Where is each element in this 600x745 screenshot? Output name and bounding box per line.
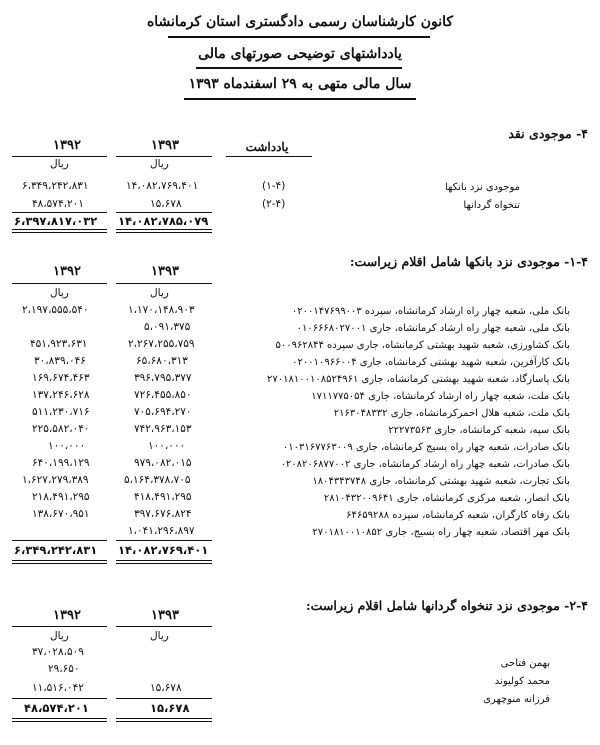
bank-row-1393: ۷۲۶،۴۵۵،۸۵۰ [134,389,192,401]
bank-row-label: بانک انصار، شعبه مرکزی کرمانشاه، جاری ۲۸۱۰۴۳۲۰۰۹۶۴۱ [323,493,570,504]
col-1392-header: ۱۳۹۲ [53,138,81,153]
custodian-name: فرزانه منوچهری [483,694,550,705]
row-value-1392: ۴۸،۵۷۴،۲۰۱ [32,198,84,210]
row-label: موجودی نزد بانکها [444,182,520,193]
custodian-name: محمد کولیوند [494,676,550,687]
rule [116,560,212,561]
bank-row-1392: ۲۱۸،۴۹۱،۲۹۵ [32,491,90,503]
total-1392: ۴۸،۵۷۴،۲۰۱ [24,701,89,715]
row-note: (۲-۴) [262,198,286,210]
col-1393-header: ۱۳۹۳ [151,138,179,153]
rule [12,232,107,233]
bank-row-1392: ۱۳۷،۲۴۶،۶۲۸ [32,389,90,401]
rule [116,232,212,233]
bank-row-label: بانک سپه، شعبه کرمانشاه، جاری ۲۲۲۷۳۵۶۳ [388,425,570,436]
rule [12,540,107,541]
unit-label: ریال [50,630,69,642]
title-underline [168,36,430,38]
rule [12,283,107,284]
col-note-header: یادداشت [245,140,289,154]
total-1393: ۱۵،۶۷۸ [150,701,190,715]
rule [116,156,212,157]
custodian-1392: ۱۱،۵۱۶،۰۴۲ [32,682,84,694]
row-value-1393: ۱۵،۶۷۸ [150,198,182,210]
bank-row-1393: ۱،۰۴۱،۲۹۶،۸۹۷ [128,525,195,537]
bank-row-1392: ۲۲۵،۵۸۲،۰۴۰ [32,423,90,435]
rule [12,718,107,719]
unit-label: ریال [50,287,69,299]
doc-subtitle: یادداشتهای توضیحی صورتهای مالی [198,46,402,62]
rule [12,563,107,564]
bank-row-1392: ۶۴۰،۱۹۹،۱۲۹ [32,457,90,469]
bank-row-1393: ۵،۱۶۴،۳۷۸،۷۰۵ [124,474,191,486]
unit-label: ریال [150,630,169,642]
bank-row-1393: ۳۹۷،۶۷۶،۸۲۴ [134,508,192,520]
subtitle-underline [196,67,402,69]
col-1393-header: ۱۳۹۳ [151,608,179,623]
bank-row-label: بانک کارآفرین، شعبه شهید بهشتی کرمانشاه، جاری ۰۲۰۰۱۰۹۶۶۰۰۴ [292,357,570,368]
rule [12,560,107,561]
bank-row-1393: ۱،۱۷۰،۱۴۸،۹۰۳ [128,304,195,316]
bank-row-label: بانک ملی، شعبه چهار راه ارشاد کرمانشاه، سپرده ۰۲۰۰۱۴۷۶۹۹۰۰۳ [291,306,570,317]
bank-row-1393: ۶۵،۶۸۰،۳۱۳ [136,355,188,367]
bank-row-1393: ۳۹۶،۷۹۵،۳۷۷ [134,372,192,384]
custodian-1392: ۳۷،۰۲۸،۵۰۹ [32,646,84,658]
rule [12,212,107,213]
rule [116,563,212,564]
row-label: تنخواه گردانها [463,200,520,211]
rule [116,283,212,284]
doc-title: کانون کارشناسان رسمی دادگستری استان کرمانشاه [146,14,454,30]
bank-row-1393: ۲،۲۶۷،۲۵۵،۷۵۹ [128,338,195,350]
custodian-1393: ۱۵،۶۷۸ [150,682,182,694]
rule [12,721,107,722]
section-4-2-title: ۲-۴- موجودی نزد تنخواه گردانها شامل اقلام زیراست: [306,598,588,613]
row-value-1392: ۶،۳۴۹،۲۴۲،۸۳۱ [22,180,89,192]
bank-row-1393: ۹۷۹،۰۸۲،۰۱۵ [134,457,192,469]
bank-row-label: بانک تجارت، شعبه شهید بهشتی کرمانشاه، جاری ۱۸۰۴۳۴۳۷۴۸ [312,476,570,487]
rule [116,626,212,627]
bank-row-1392: ۳۰،۸۳۹،۰۴۶ [34,355,86,367]
bank-row-1392: ۲،۱۹۷،۵۵۵،۵۴۰ [22,304,89,316]
bank-row-label: بانک ملت، شعبه چهار راه ارشاد کرمانشاه، جاری ۱۷۱۱۷۷۵۰۵۴ [311,391,570,402]
custodian-1392: ۲۹،۶۵۰ [48,663,80,675]
bank-row-label: بانک پاسارگاد، شعبه شهید بهشتی کرمانشاه، جاری ۲۷۰۱۸۱۰۰۱۰۸۵۲۴۹۶۱ [267,374,570,385]
bank-row-1393: ۵،۰۹۱،۳۷۵ [144,321,191,333]
col-1393-header: ۱۳۹۳ [151,264,179,279]
bank-row-1392: ۱،۶۲۷،۲۷۹،۳۸۹ [22,474,89,486]
bank-row-1393: ۱۰۰،۰۰۰ [148,440,186,452]
section-4-1-title: ۱-۴- موجودی نزد بانکها شامل اقلام زیراست: [349,254,588,269]
col-1392-header: ۱۳۹۲ [53,264,81,279]
custodian-name: بهمن فتاحی [500,658,550,669]
bank-row-label: بانک صادرات، شعبه چهار راه بسیج کرمانشاه، جاری ۰۱۰۳۱۶۷۷۶۳۰۰۹ [282,442,570,453]
unit-label: ریال [150,158,169,170]
row-note: (۱-۴) [262,180,286,192]
bank-row-label: بانک صادرات، شعبه چهار راه ارشاد کرمانشاه، جاری ۰۲۰۸۲۰۶۸۷۷۰۰۲ [280,459,570,470]
row-value-1393: ۱۴،۰۸۲،۷۶۹،۴۰۱ [126,180,199,192]
total-1393: ۱۴،۰۸۲،۷۶۹،۴۰۱ [118,543,209,557]
bank-row-label: بانک کشاورزی، شعبه شهید بهشتی کرمانشاه، جاری سپرده ۵۰۰۹۶۲۸۴۴ [275,340,570,351]
bank-row-1392: ۱۶۹،۶۷۴،۴۶۳ [32,372,90,384]
unit-label: ریال [150,287,169,299]
bank-row-label: بانک مهر اقتصاد، شعبه چهار راه بسیج، جاری ۲۷۰۱۸۱۰۰۱۰۸۵۲ [312,527,570,538]
bank-row-label: بانک ملی، شعبه چهار راه ارشاد کرمانشاه، جاری ۰۱۰۶۶۶۸۰۲۷۰۰۱ [296,323,570,334]
bank-row-1393: ۷۴۲،۹۶۳،۱۵۳ [134,423,192,435]
bank-row-1393: ۴۱۸،۴۹۱،۲۹۵ [134,491,192,503]
rule [12,698,107,699]
bank-row-1392: ۱۳۸،۶۷۰،۹۵۱ [32,508,90,520]
bank-row-1392: ۵۱۱،۲۳۰،۷۱۶ [32,406,90,418]
rule [226,156,312,157]
total-1393: ۱۴،۰۸۲،۷۸۵،۰۷۹ [118,214,209,228]
unit-label: ریال [50,158,69,170]
bank-row-label: بانک رفاه کارگران، شعبه کرمانشاه، سپرده ۶۴۶۵۹۲۸۸ [346,510,570,521]
rule [12,156,107,157]
rule [12,229,107,230]
bank-row-1393: ۷۰۵،۶۹۴،۲۷۰ [134,406,192,418]
rule [116,229,212,230]
rule [116,721,212,722]
total-1392: ۶،۳۹۷،۸۱۷،۰۳۲ [14,214,98,228]
doc-period: سال مالی متهی به ۲۹ اسفندماه ۱۳۹۳ [188,76,412,92]
section-4-title: ۴- موجودی نقد [508,126,588,141]
rule [116,212,212,213]
period-underline [184,98,416,100]
rule [12,626,107,627]
rule [116,718,212,719]
bank-row-1392: ۱۰۰،۰۰۰ [48,440,86,452]
rule [116,698,212,699]
total-1392: ۶،۳۴۹،۲۴۲،۸۳۱ [14,543,98,557]
bank-row-1392: ۴۵۱،۹۲۳،۶۳۱ [30,338,88,350]
rule [116,540,212,541]
bank-row-label: بانک ملت، شعبه هلال احمرکرمانشاه، جاری ۲۱۶۳۰۴۸۳۳۲ [333,408,570,419]
col-1392-header: ۱۳۹۲ [53,608,81,623]
